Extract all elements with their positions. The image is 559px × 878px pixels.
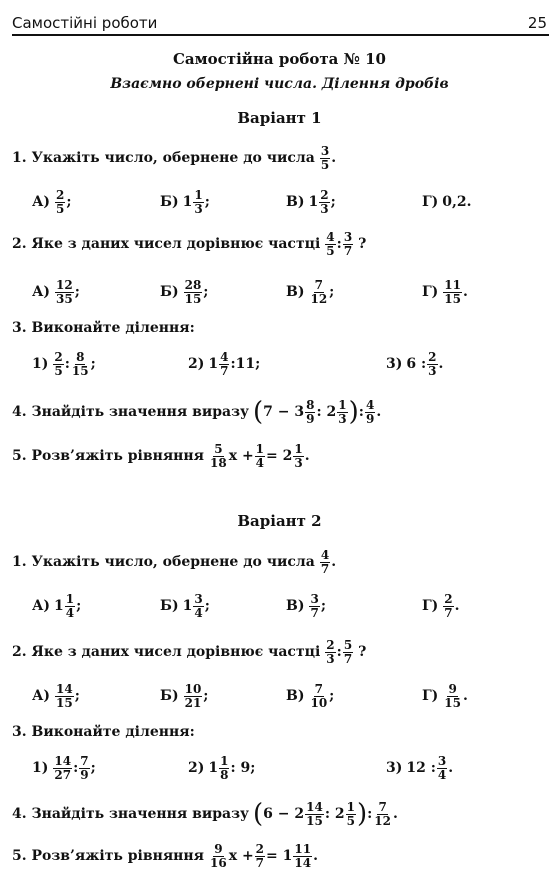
v1-question-3: 3. Виконайте ділення:	[12, 320, 195, 336]
v1-q2-option-c: В) 7 12 ;	[286, 277, 335, 306]
v2-q3-part-2: 2) 1 1 8 : 9;	[188, 753, 256, 782]
variant-2-heading: Варіант 2	[237, 512, 322, 530]
v2-q2-option-g: Г) 9 15 .	[422, 681, 468, 710]
running-header	[12, 10, 549, 36]
work-subtitle: Взаємно обернені числа. Ділення дробів	[110, 76, 449, 92]
v1-q2-option-b: Б) 28 15 ;	[160, 277, 209, 306]
v2-question-4: 4. Знайдіть значення виразу ( 6 − 2 14 15 : 2 1 5 ) : 7 12 .	[12, 799, 398, 829]
v2-q1-option-a: А) 1 1 4 ;	[32, 591, 82, 620]
fraction: 3 5	[320, 143, 330, 172]
v2-question-3: 3. Виконайте ділення:	[12, 724, 195, 740]
work-title: Самостійна робота № 10	[172, 50, 386, 68]
v1-q3-part-1: 1) 2 5 : 8 15 ;	[32, 349, 96, 378]
v1-question-2: 2. Яке з даних чисел дорівнює частці 4 5 : 3 7 ?	[12, 229, 367, 258]
v2-question-5: 5. Розв’яжіть рівняння 9 16 x + $\frac{2}{7}$ = 1 11 14 .	[12, 841, 318, 870]
v1-q3-part-2: 2) 1 4 7 :11;	[188, 349, 261, 378]
variant-1-heading: Варіант 1	[237, 109, 322, 127]
v1-q1-option-g: Г) 0,2.	[422, 194, 472, 210]
v2-question-2: 2. Яке з даних чисел дорівнює частці 2 3 : 5 7 ?	[12, 637, 367, 666]
v2-q1-option-c: В) 3 7 ;	[286, 591, 326, 620]
v1-question-1: 1. Укажіть число, обернене до числа 3 5 .	[12, 143, 337, 172]
v1-question-5: 5. Розв’яжіть рівняння 5 18 x + $\frac{1}{4}$ = 2 1 3 .	[12, 441, 310, 470]
v2-q2-option-c: В) 7 10 ;	[286, 681, 335, 710]
v1-q2-option-a: А) 12 35 ;	[32, 277, 80, 306]
v2-q3-part-1: 1) 14 27 : 7 9 ;	[32, 753, 96, 782]
v2-q2-option-a: А) 14 15 ;	[32, 681, 80, 710]
section-name: Самостійні роботи	[12, 14, 158, 32]
v2-question-1: 1. Укажіть число, обернене до числа 4 7 .	[12, 547, 337, 576]
v1-question-4: 4. Знайдіть значення виразу ( 7 − 3 8 9 : 2 1 3 ) : 4 9 .	[12, 397, 382, 427]
v1-q1-option-b: Б) 1 1 3 ;	[160, 187, 210, 216]
v2-q1-option-g: Г) 2 7 .	[422, 591, 460, 620]
v1-q1-option-a: А) 2 5 ;	[32, 187, 72, 216]
v1-q3-part-3: 3) 6 : 2 3 .	[386, 349, 444, 378]
v2-q2-option-b: Б) 10 21 ;	[160, 681, 209, 710]
v1-q1-option-c: В) 1 2 3 ;	[286, 187, 336, 216]
v1-q2-option-g: Г) 11 15 .	[422, 277, 468, 306]
v2-q3-part-3: 3) 12 : 3 4 .	[386, 753, 454, 782]
v2-q1-option-b: Б) 1 3 4 ;	[160, 591, 210, 620]
page-number: 25	[527, 14, 547, 32]
